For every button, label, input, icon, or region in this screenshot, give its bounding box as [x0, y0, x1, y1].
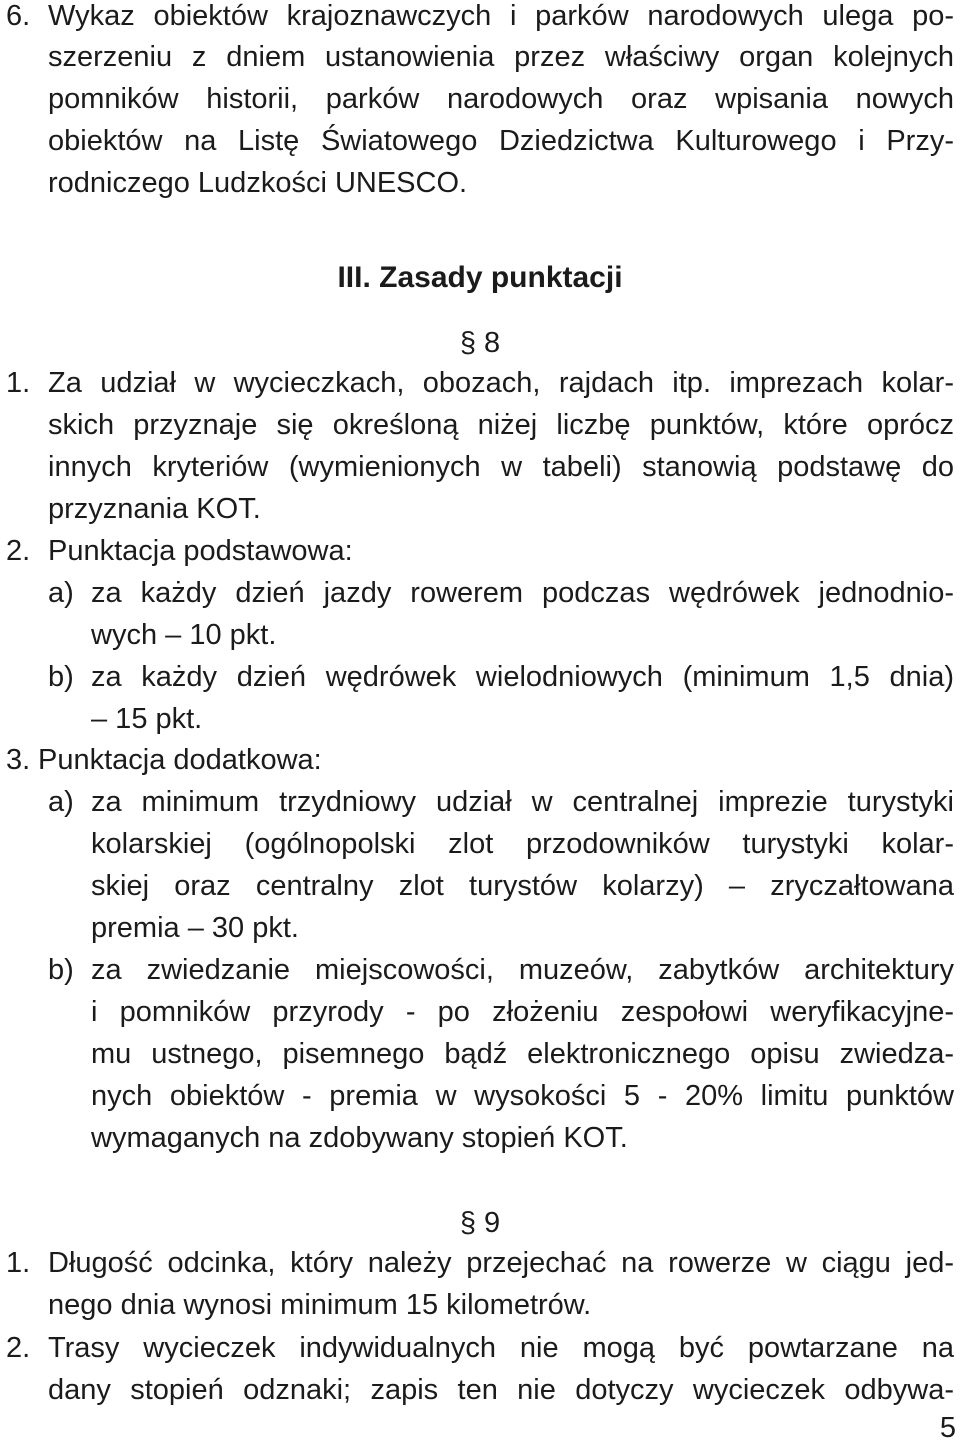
- para8-item-3b-line: za zwiedzanie miejscowości, muzeów, zabytków architektury: [91, 954, 954, 986]
- para8-item-3a-line: kolarskiej (ogólnopolski zlot przodowników turystyki kolar-: [91, 828, 954, 860]
- para8-item-2b-label: b): [48, 661, 74, 693]
- item-6-line: obiektów na Listę Światowego Dziedzictwa Kulturowego i Przy-: [48, 125, 954, 157]
- para8-item-1-line: innych kryteriów (wymienionych w tabeli) stanowią podstawę do: [48, 451, 954, 483]
- para8-item-2-number: 2.: [6, 535, 31, 567]
- paragraph-8-mark: § 8: [459, 327, 501, 359]
- para8-item-3b-line: nych obiektów - premia w wysokości 5 - 20% limitu punktów: [91, 1080, 954, 1112]
- para8-item-3a-label: a): [48, 786, 74, 818]
- para9-item-1-line: nego dnia wynosi minimum 15 kilometrów.: [48, 1289, 592, 1321]
- para9-item-2-line: Trasy wycieczek indywidualnych nie mogą być powtarzane na: [48, 1332, 954, 1364]
- para9-item-1-number: 1.: [6, 1247, 31, 1279]
- section-heading: III. Zasady punktacji: [337, 261, 623, 294]
- para8-item-3a-line: skiej oraz centralny zlot turystów kolarzy) – zryczałtowana: [91, 870, 954, 902]
- para8-item-1-line: skich przyznaje się określoną niżej liczbę punktów, które oprócz: [48, 409, 954, 441]
- para8-item-2a-line: za każdy dzień jazdy rowerem podczas wędrówek jednodnio-: [91, 577, 954, 609]
- para8-item-1-line: przyznania KOT.: [48, 493, 261, 525]
- para8-item-2a-label: a): [48, 577, 74, 609]
- para9-item-2-line: dany stopień odznaki; zapis ten nie dotyczy wycieczek odbywa-: [48, 1374, 954, 1406]
- para8-item-3-number: 3.: [6, 744, 31, 776]
- item-6-line: Wykaz obiektów krajoznawczych i parków narodowych ulega po-: [48, 0, 954, 32]
- page-number: 5: [939, 1412, 956, 1444]
- item-6-line: szerzeniu z dniem ustanowienia przez właściwy organ kolejnych: [48, 41, 954, 73]
- para9-item-2-number: 2.: [6, 1332, 31, 1364]
- paragraph-9-mark: § 9: [459, 1207, 501, 1239]
- para8-item-1-number: 1.: [6, 367, 31, 399]
- para8-item-3b-line: wymaganych na zdobywany stopień KOT.: [91, 1122, 628, 1154]
- para8-item-3a-line: za minimum trzydniowy udział w centralnej imprezie turystyki: [91, 786, 954, 818]
- para8-item-2a-line: wych – 10 pkt.: [91, 619, 277, 651]
- para8-item-2b-line: za każdy dzień wędrówek wielodniowych (minimum 1,5 dnia): [91, 661, 954, 693]
- para8-item-3a-line: premia – 30 pkt.: [91, 912, 299, 944]
- para8-item-2b-line: – 15 pkt.: [91, 703, 203, 735]
- para9-item-1-line: Długość odcinka, który należy przejechać na rowerze w ciągu jed-: [48, 1247, 954, 1279]
- item-6-line: pomników historii, parków narodowych oraz wpisania nowych: [48, 83, 954, 115]
- item-6-number: 6.: [6, 0, 31, 32]
- para8-item-3b-line: mu ustnego, pisemnego bądź elektronicznego opisu zwiedza-: [91, 1038, 954, 1070]
- para8-item-3b-label: b): [48, 954, 74, 986]
- para8-item-1-line: Za udział w wycieczkach, obozach, rajdach itp. imprezach kolar-: [48, 367, 954, 399]
- para8-item-2-title: Punktacja podstawowa:: [48, 535, 353, 567]
- para8-item-3-title: Punktacja dodatkowa:: [38, 744, 322, 776]
- item-6-line: rodniczego Ludzkości UNESCO.: [48, 167, 468, 199]
- para8-item-3b-line: i pomników przyrody - po złożeniu zespołowi weryfikacyjne-: [91, 996, 954, 1028]
